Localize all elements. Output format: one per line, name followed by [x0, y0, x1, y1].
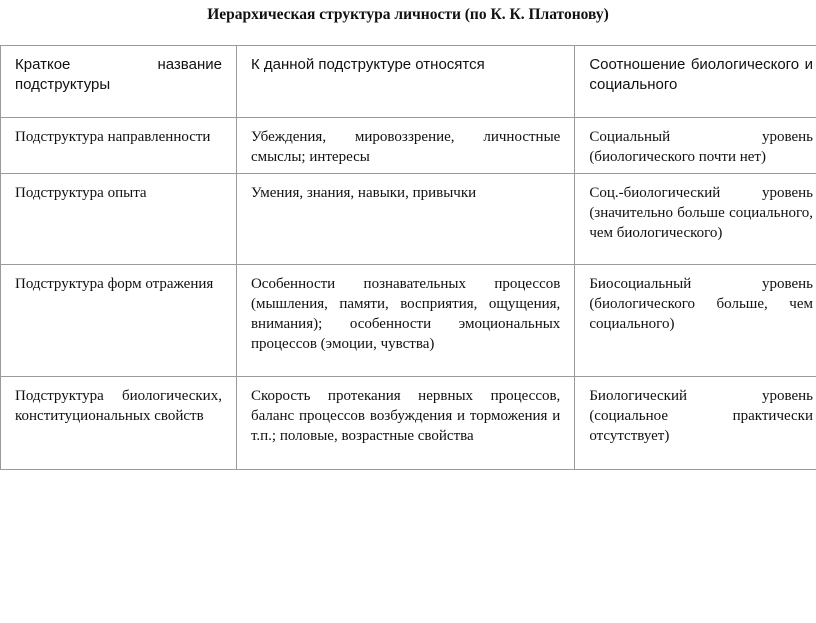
personality-structure-table: [0, 45, 816, 470]
row-related-items: Умения, знания, навыки, привычки: [236, 174, 574, 265]
row-related-items: Особенности познавательных процессов (мышления, памяти, восприятия, ощущения, внимания); особенности эмоциональных процессов (эмоции, чувства): [236, 265, 574, 377]
header-related-items: К данной подструктуре относятся: [236, 46, 574, 118]
table-row: [1, 118, 816, 174]
document-title: Иерархическая структура личности (по К. К. Платонову): [207, 6, 609, 23]
row-bio-social-ratio: Биосоциальный уровень (биологического больше, чем социального): [575, 265, 816, 377]
row-substructure-name: Подструктура форм отражения: [1, 265, 237, 377]
table-row: [1, 265, 816, 377]
row-bio-social-ratio: Социальный уровень (биологического почти нет): [575, 118, 816, 174]
row-substructure-name: Подструктура опыта: [1, 174, 237, 265]
row-bio-social-ratio: Соц.-биологический уровень (значительно больше социального, чем биологического): [575, 174, 816, 265]
table-header-row: [1, 46, 816, 118]
row-related-items: Скорость протекания нервных процессов, баланс процессов возбуждения и торможения и т.п.; половые, возрастные свойства: [236, 377, 574, 470]
row-substructure-name: Подструктура направленности: [1, 118, 237, 174]
row-related-items: Убеждения, мировоззрение, личностные смыслы; интересы: [236, 118, 574, 174]
header-substructure-name: Краткое название подструктуры: [1, 46, 237, 118]
row-bio-social-ratio: Биологический уровень (социальное практически отсутствует): [575, 377, 816, 470]
header-bio-social-ratio: Соотношение биологического и социального: [575, 46, 816, 118]
table-row: [1, 377, 816, 470]
row-substructure-name: Подструктура биологических, конституциональных свойств: [1, 377, 237, 470]
table-row: [1, 174, 816, 265]
